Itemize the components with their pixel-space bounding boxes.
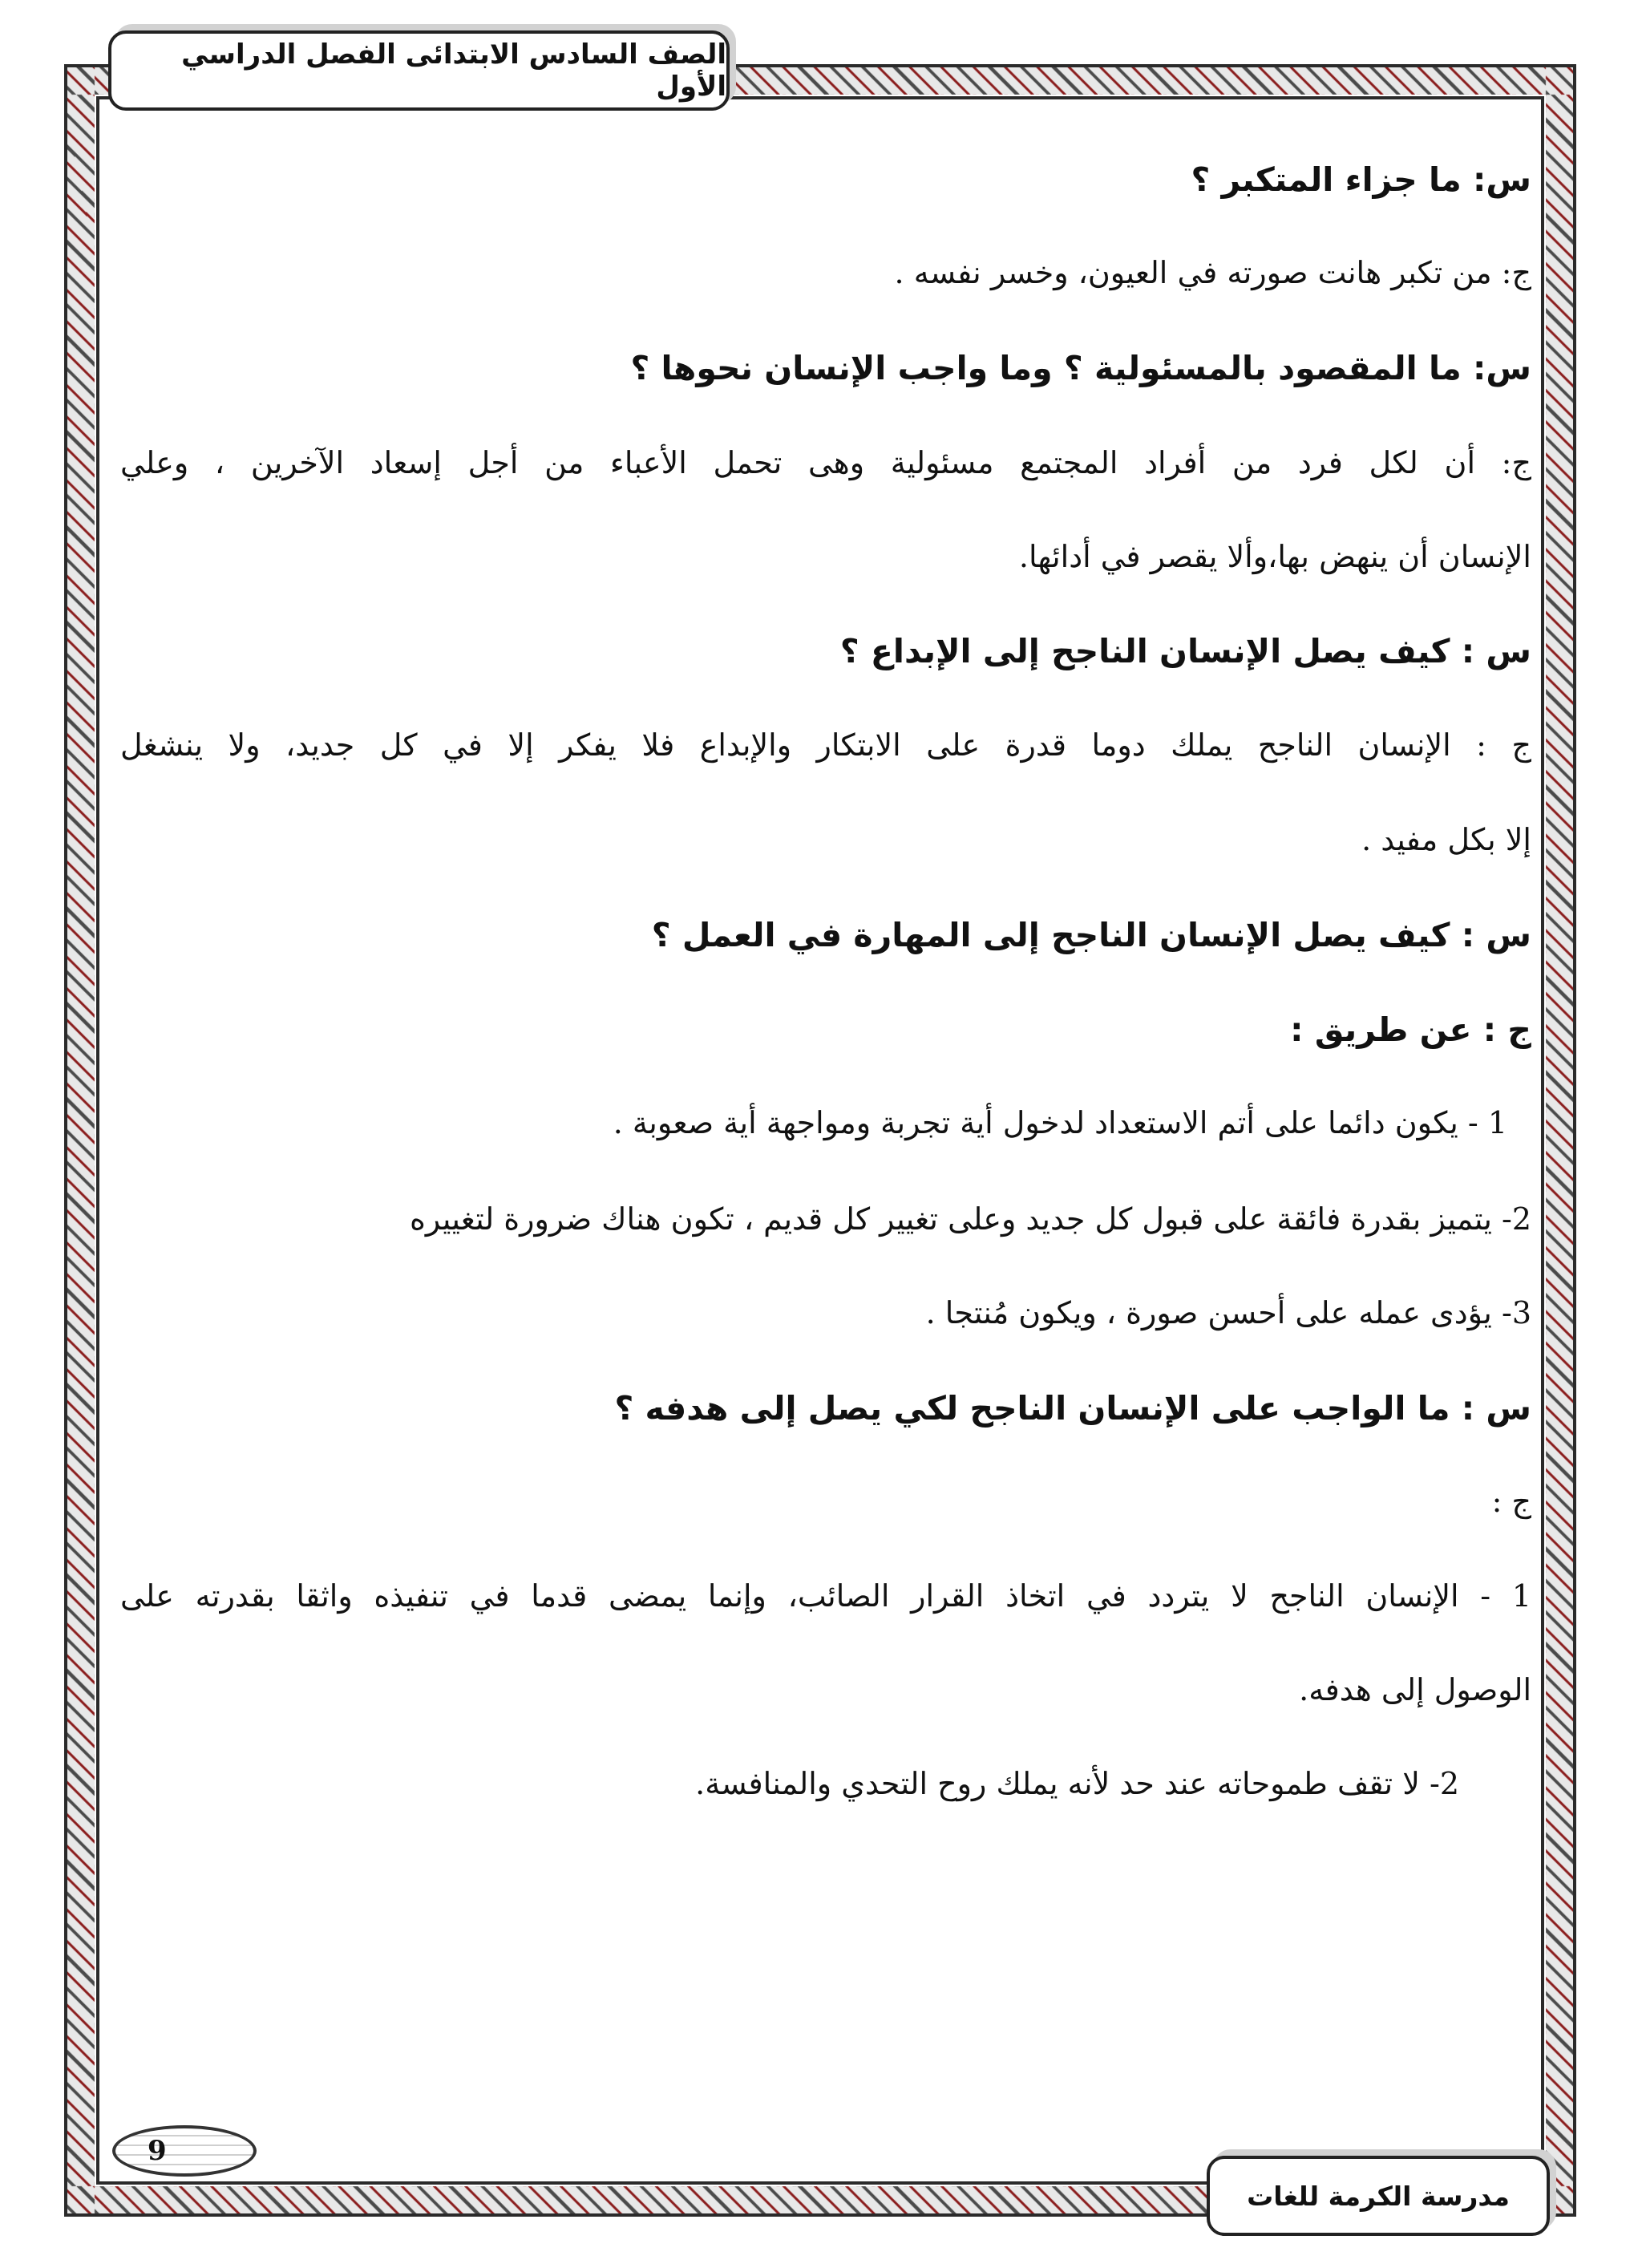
answer-line: ج : الإنسان الناجح يملك دوما قدرة على الابتكار والإبداع فلا يفكر إلا في كل جديد، ولا ينشغل bbox=[120, 727, 1531, 763]
school-name: مدرسة الكرمة للغات bbox=[1247, 2180, 1510, 2212]
answer-line: ج: أن لكل فرد من أفراد المجتمع مسئولية وهى تحمل الأعباء من أجل إسعاد الآخرين ، وعلي bbox=[120, 445, 1531, 480]
answer-line: ج: من تكبر هانت صورته في العيون، وخسر نفسه . bbox=[894, 255, 1531, 290]
page-number: 9 bbox=[148, 2135, 167, 2167]
list-item: 1 - الإنسان الناجح لا يتردد في اتخاذ القرار الصائب، وإنما يمضى قدما في تنفيذه واثقا بقدرته على bbox=[120, 1578, 1531, 1614]
list-item: 1 - يكون دائما على أتم الاستعداد لدخول أية تجربة ومواجهة أية صعوبة . bbox=[613, 1105, 1507, 1140]
question-line: س : كيف يصل الإنسان الناجح إلى الإبداع ؟ bbox=[839, 632, 1531, 670]
question-line: س: ما المقصود بالمسئولية ؟ وما واجب الإنسان نحوها ؟ bbox=[630, 349, 1531, 387]
list-item: 2- يتميز بقدرة فائقة على قبول كل جديد وعلى تغيير كل قديم ، تكون هناك ضرورة لتغييره bbox=[409, 1201, 1531, 1237]
answer-line: ج : bbox=[1491, 1484, 1531, 1519]
list-item: 3- يؤدى عمله على أحسن صورة ، ويكون مُنتجا . bbox=[925, 1295, 1531, 1330]
page-number-badge bbox=[112, 2125, 257, 2177]
answer-line: الإنسان أن ينهض بها،وألا يقصر في أدائها. bbox=[1018, 539, 1531, 574]
question-line: س : كيف يصل الإنسان الناجح إلى المهارة في العمل ؟ bbox=[651, 916, 1531, 954]
question-line: س: ما جزاء المتكبر ؟ bbox=[1191, 160, 1531, 199]
header-title: الصف السادس الابتدائى الفصل الدراسي الأول bbox=[181, 38, 726, 103]
content-frame bbox=[96, 96, 1544, 2185]
question-line: س : ما الواجب على الإنسان الناجح لكي يصل إلى هدفه ؟ bbox=[614, 1389, 1531, 1428]
header-label bbox=[108, 30, 730, 111]
answer-heading: ج : عن طريق : bbox=[1290, 1010, 1531, 1049]
answer-line: إلا بكل مفيد . bbox=[1361, 822, 1531, 857]
footer-label bbox=[1207, 2156, 1550, 2236]
answer-line: الوصول إلى هدفه. bbox=[1299, 1672, 1531, 1707]
list-item: 2- لا تقف طموحاته عند حد لأنه يملك روح التحدي والمنافسة. bbox=[695, 1766, 1459, 1801]
